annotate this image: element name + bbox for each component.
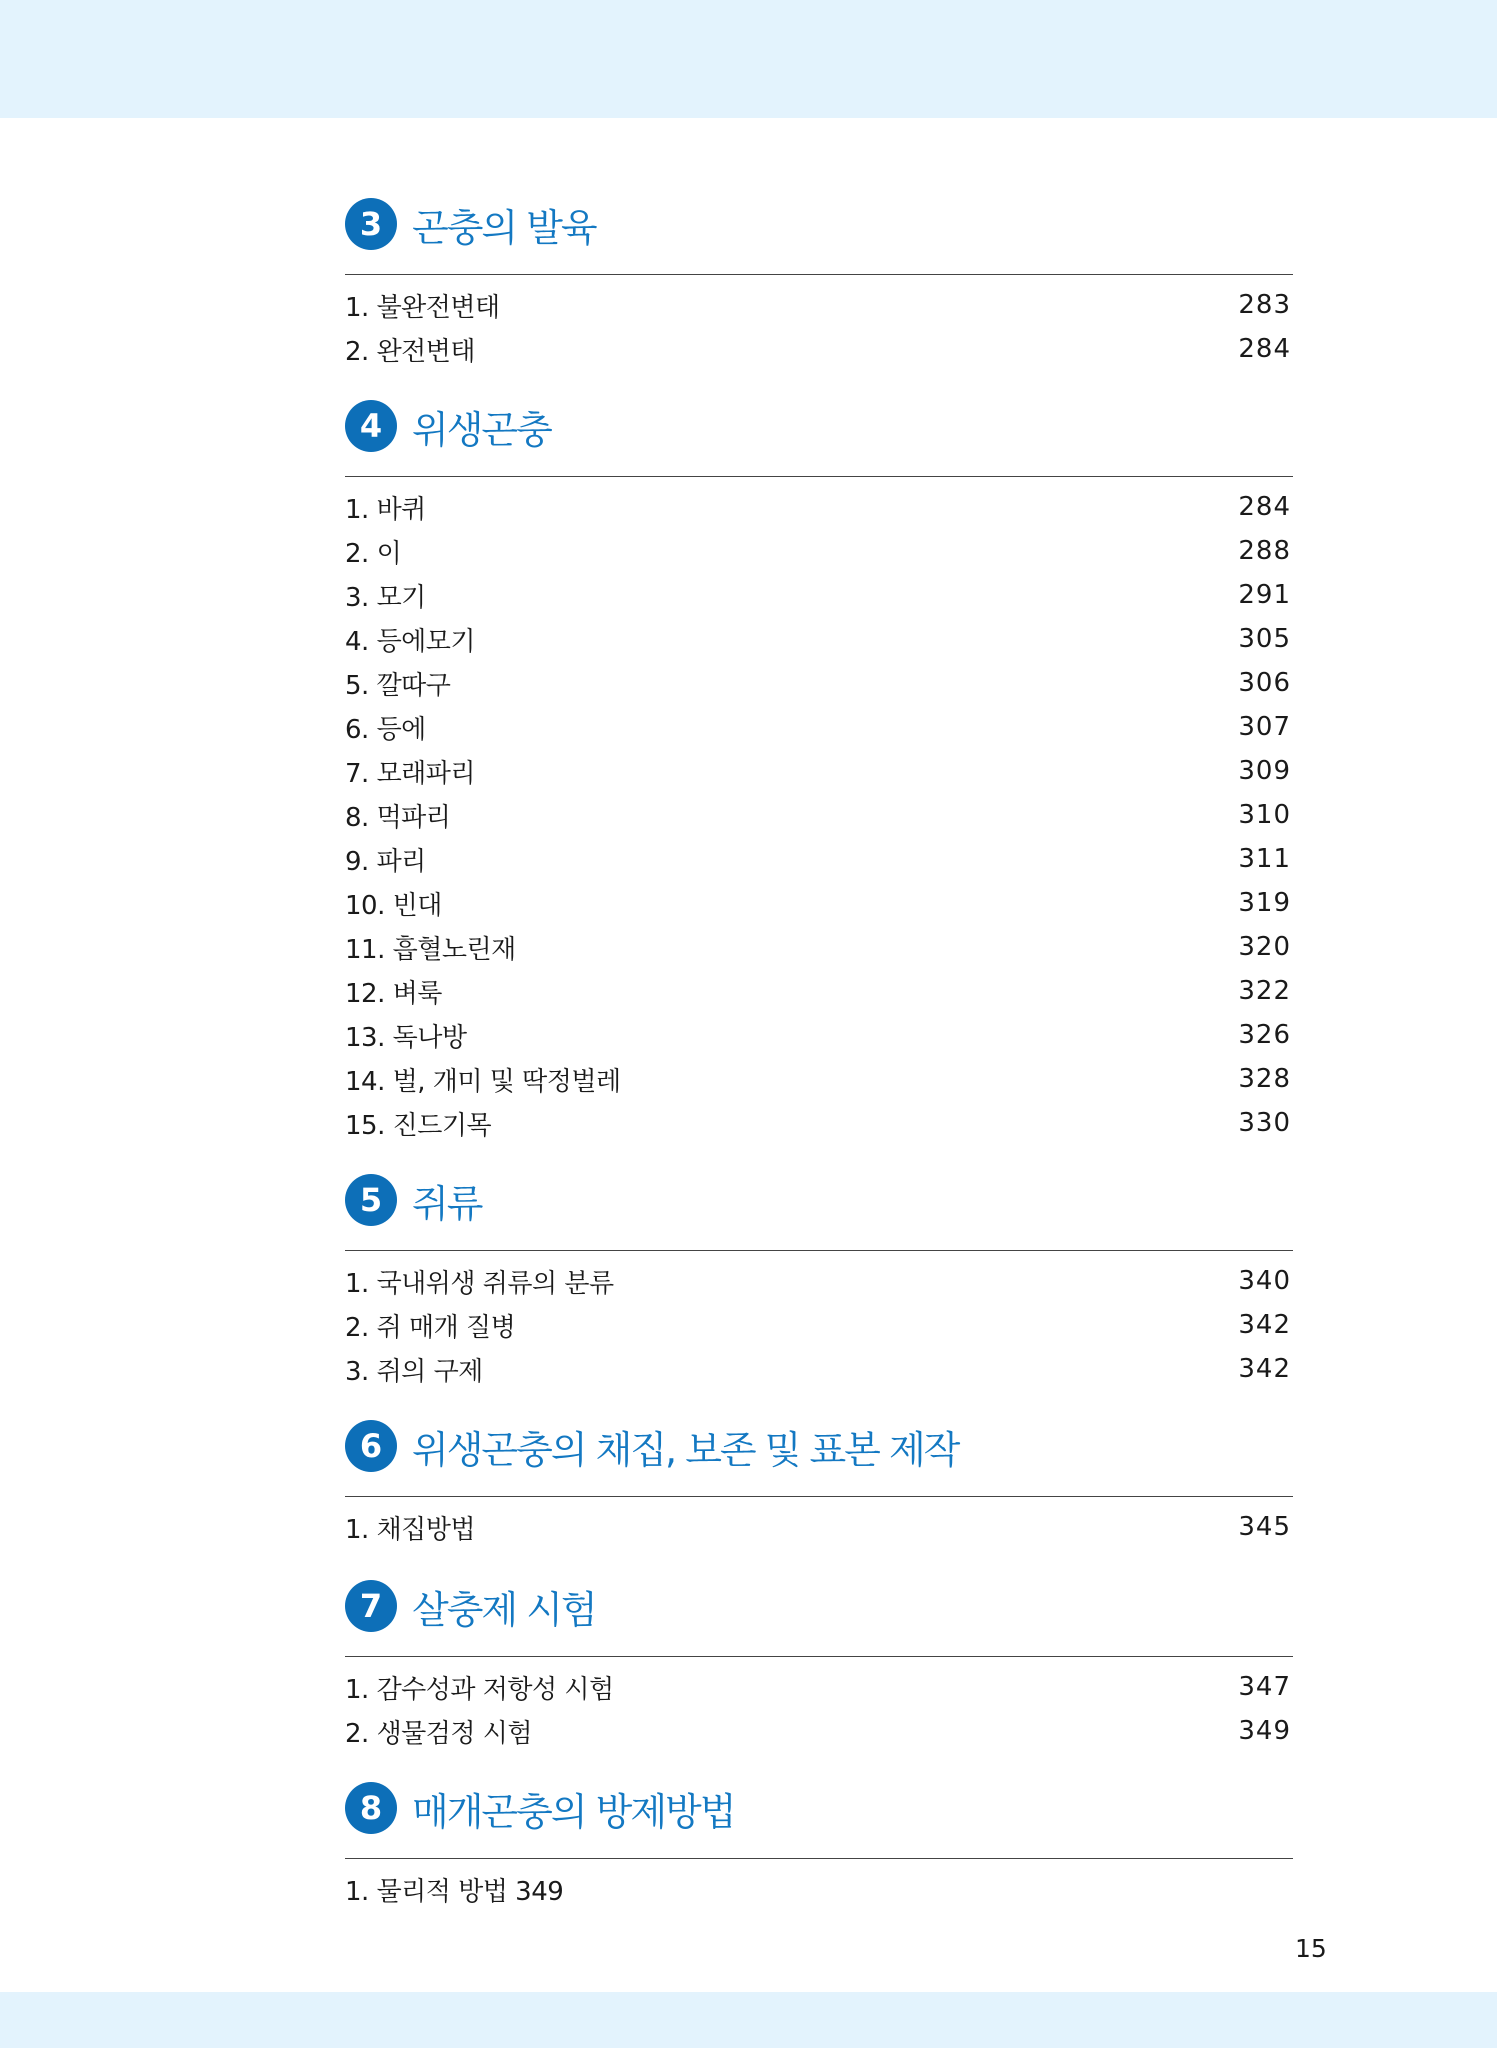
entry-page-number: 349 <box>1238 1716 1291 1746</box>
toc-entry[interactable] <box>345 1347 1293 1391</box>
section-number-badge: 8 <box>345 1782 397 1834</box>
toc-entry[interactable] <box>345 749 1293 793</box>
entry-label: 2. 이 <box>345 538 402 569</box>
section-heading <box>345 1416 1293 1476</box>
entry-label: 2. 완전변태 <box>345 336 476 367</box>
section-divider <box>345 274 1293 275</box>
entry-page-number: 310 <box>1238 800 1291 830</box>
entry-label: 8. 먹파리 <box>345 802 451 833</box>
toc-entry[interactable] <box>345 327 1293 371</box>
page-number: 15 <box>1295 1934 1327 1963</box>
entry-page-number: 322 <box>1238 976 1291 1006</box>
section-title: 위생곤충의 채집, 보존 및 표본 제작 <box>412 1427 959 1472</box>
entry-page-number: 345 <box>1238 1512 1291 1542</box>
bottom-footer-band <box>0 1992 1497 2048</box>
toc-section-4 <box>345 396 1293 1145</box>
entry-page-number: 284 <box>1238 492 1291 522</box>
toc-entry[interactable] <box>345 529 1293 573</box>
entry-label: 1. 감수성과 저항성 시험 <box>345 1674 614 1705</box>
entry-page-number: 291 <box>1238 580 1291 610</box>
section-number-badge: 5 <box>345 1174 397 1226</box>
toc-entry[interactable] <box>345 283 1293 327</box>
entry-label: 4. 등에모기 <box>345 626 476 657</box>
entry-label: 12. 벼룩 <box>345 978 442 1009</box>
toc-entry[interactable] <box>345 1259 1293 1303</box>
toc-entry[interactable] <box>345 1101 1293 1145</box>
entry-label: 1. 국내위생 쥐류의 분류 <box>345 1268 614 1299</box>
toc-entry[interactable] <box>345 793 1293 837</box>
entry-label: 14. 벌, 개미 및 딱정벌레 <box>345 1066 621 1097</box>
entry-label: 1. 물리적 방법 349 <box>345 1876 564 1907</box>
entry-list <box>345 1505 1293 1549</box>
entry-page-number: 283 <box>1238 290 1291 320</box>
entry-page-number: 342 <box>1238 1354 1291 1384</box>
section-number-badge: 4 <box>345 400 397 452</box>
entry-label: 13. 독나방 <box>345 1022 467 1053</box>
entry-list <box>345 1665 1293 1753</box>
toc-section-6 <box>345 1416 1293 1549</box>
section-heading <box>345 1778 1293 1838</box>
entry-list <box>345 283 1293 371</box>
toc-entry[interactable] <box>345 1709 1293 1753</box>
toc-entry[interactable] <box>345 969 1293 1013</box>
toc-entry[interactable] <box>345 1013 1293 1057</box>
entry-label: 5. 깔따구 <box>345 670 451 701</box>
entry-list <box>345 485 1293 1145</box>
section-divider <box>345 476 1293 477</box>
top-header-band <box>0 0 1497 118</box>
section-heading <box>345 194 1293 254</box>
entry-label: 15. 진드기목 <box>345 1110 492 1141</box>
entry-label: 3. 모기 <box>345 582 426 613</box>
section-divider <box>345 1858 1293 1859</box>
toc-entry[interactable] <box>345 485 1293 529</box>
section-number-badge: 3 <box>345 198 397 250</box>
section-divider <box>345 1250 1293 1251</box>
toc-entry[interactable] <box>345 661 1293 705</box>
entry-label: 2. 생물검정 시험 <box>345 1718 533 1749</box>
entry-label: 7. 모래파리 <box>345 758 476 789</box>
entry-label: 10. 빈대 <box>345 890 442 921</box>
entry-page-number: 288 <box>1238 536 1291 566</box>
entry-page-number: 342 <box>1238 1310 1291 1340</box>
toc-entry[interactable] <box>345 1505 1293 1549</box>
entry-page-number: 320 <box>1238 932 1291 962</box>
entry-page-number: 284 <box>1238 334 1291 364</box>
entry-list <box>345 1259 1293 1391</box>
section-divider <box>345 1656 1293 1657</box>
entry-label: 6. 등에 <box>345 714 426 745</box>
entry-label: 1. 바퀴 <box>345 494 426 525</box>
section-heading <box>345 396 1293 456</box>
section-divider <box>345 1496 1293 1497</box>
toc-entry[interactable] <box>345 705 1293 749</box>
entry-page-number: 330 <box>1238 1108 1291 1138</box>
entry-page-number: 328 <box>1238 1064 1291 1094</box>
toc-entry[interactable] <box>345 881 1293 925</box>
entry-page-number: 305 <box>1238 624 1291 654</box>
toc-section-3 <box>345 194 1293 371</box>
toc-entry[interactable] <box>345 1057 1293 1101</box>
toc-section-5 <box>345 1170 1293 1391</box>
section-title: 매개곤충의 방제방법 <box>412 1789 735 1834</box>
entry-label: 11. 흡혈노린재 <box>345 934 516 965</box>
entry-label: 1. 불완전변태 <box>345 292 500 323</box>
toc-entry[interactable] <box>345 925 1293 969</box>
toc-entry[interactable] <box>345 837 1293 881</box>
section-number-badge: 7 <box>345 1580 397 1632</box>
entry-list <box>345 1867 1293 1911</box>
section-title: 위생곤충 <box>412 407 551 452</box>
entry-page-number: 311 <box>1238 844 1291 874</box>
toc-entry[interactable] <box>345 1303 1293 1347</box>
section-title: 쥐류 <box>412 1181 482 1226</box>
entry-page-number: 347 <box>1238 1672 1291 1702</box>
section-title: 살충제 시험 <box>412 1587 596 1632</box>
entry-label: 2. 쥐 매개 질병 <box>345 1312 516 1343</box>
entry-label: 9. 파리 <box>345 846 426 877</box>
entry-page-number: 306 <box>1238 668 1291 698</box>
entry-label: 1. 채집방법 <box>345 1514 476 1545</box>
toc-entry[interactable] <box>345 573 1293 617</box>
toc-section-7 <box>345 1576 1293 1753</box>
entry-label: 3. 쥐의 구제 <box>345 1356 483 1387</box>
entry-page-number: 307 <box>1238 712 1291 742</box>
toc-entry[interactable] <box>345 617 1293 661</box>
toc-section-8 <box>345 1778 1293 1911</box>
section-heading <box>345 1170 1293 1230</box>
section-number-badge: 6 <box>345 1420 397 1472</box>
entry-page-number: 340 <box>1238 1266 1291 1296</box>
section-heading <box>345 1576 1293 1636</box>
entry-page-number: 319 <box>1238 888 1291 918</box>
toc-entry[interactable] <box>345 1665 1293 1709</box>
section-title: 곤충의 발육 <box>412 205 596 250</box>
entry-page-number: 326 <box>1238 1020 1291 1050</box>
entry-page-number: 309 <box>1238 756 1291 786</box>
toc-entry[interactable] <box>345 1867 1293 1911</box>
